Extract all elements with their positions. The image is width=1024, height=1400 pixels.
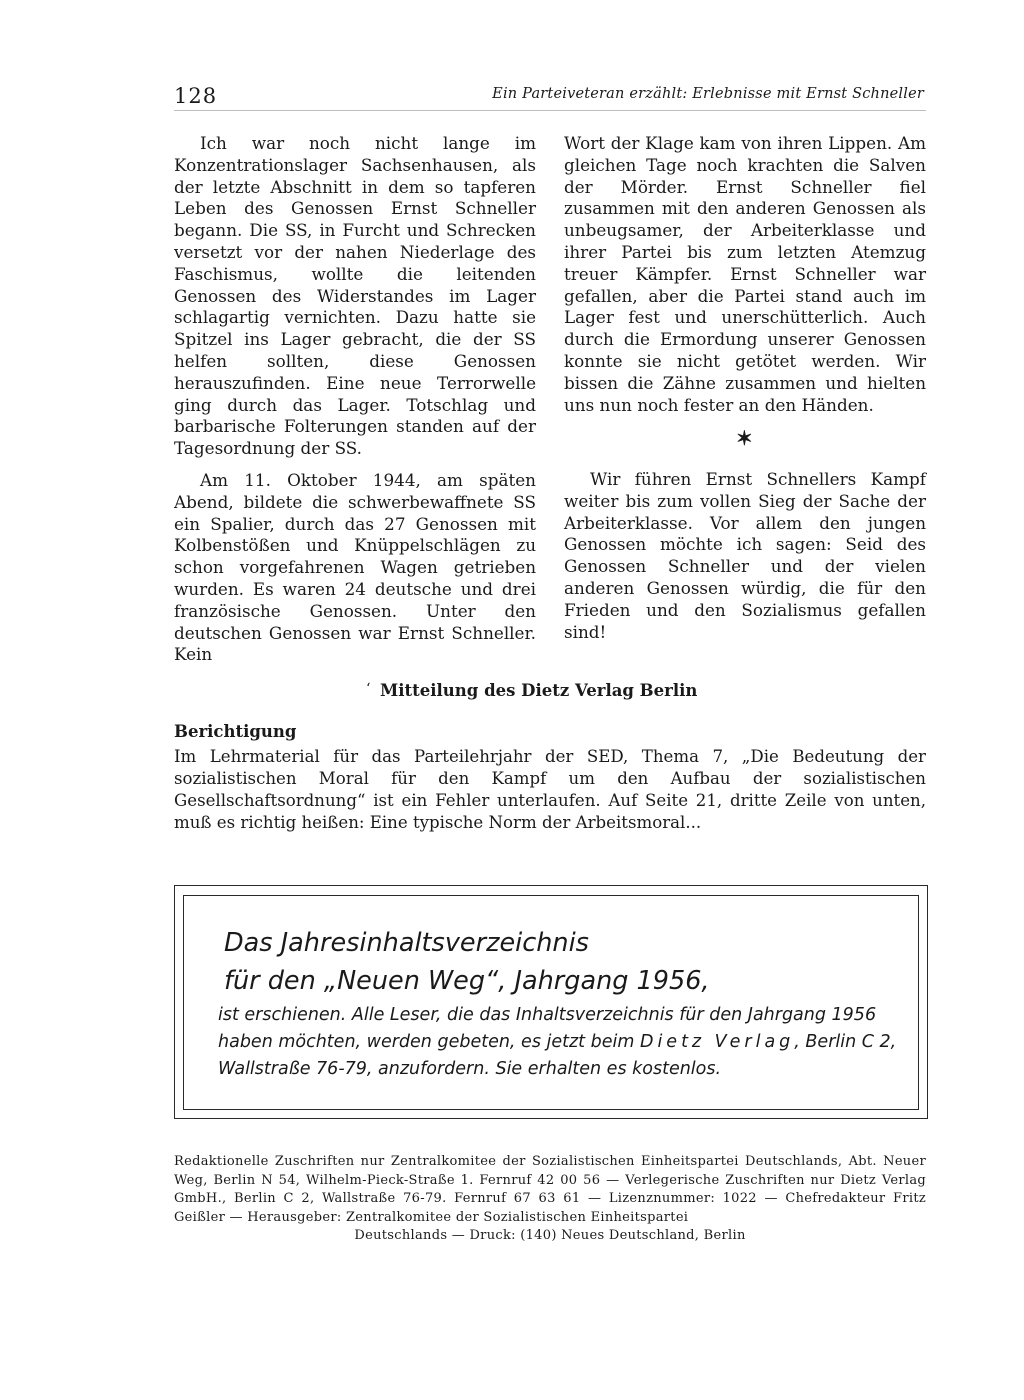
announcement-title-line: Das Jahresinhaltsverzeichnis	[224, 928, 589, 958]
announcement-title	[224, 924, 710, 1000]
announcement-box-inner	[183, 895, 919, 1110]
article-closing-column	[564, 469, 926, 643]
article-paragraph: Am 11. Oktober 1944, am späten Abend, bildete die schwerbewaffnete SS ein Spalier, durch das 27 Genossen mit Kolbenstößen und Knüppelschlägen zu schon vorgefahrenen Wagen getrieben wurden. Es waren 24 deutsche und drei französische Genossen. Unter den deutschen Genossen war Ernst Schneller. Kein	[174, 469, 536, 665]
imprint-text: Redaktionelle Zuschriften nur Zentralkomitee der Sozialistischen Einheitspartei Deutschlands, Abt. Neuer Weg, Berlin N 54, Wilhelm-Pieck-Straße 1. Fernruf 42 00 56 — Verlegerische Zuschriften nur Dietz Verlag GmbH., Berlin C 2, Wallstraße 76-79. Fernruf 67 63 61 — Lizenznummer: 1022 — Chefredakteur Fritz Geißler — Herausgeber: Zentralkomitee der Sozialistischen Einheitspartei	[174, 1154, 926, 1225]
article-paragraph-continuation: Wort der Klage kam von ihren Lippen. Am gleichen Tage noch krachten die Salven der Mörder. Ernst Schneller fiel zusammen mit den anderen Genossen als unbeugsamer, der Arbeiterklasse und ihrer Partei bis zum letzten Atemzug treuer Kämpfer. Ernst Schneller war gefallen, aber die Partei stand auch im Lager fest und unerschütterlich. Auch durch die Ermordung unserer Genossen konnte sie nicht getötet werden. Wir bissen die Zähne zusammen und hielten uns nun noch fester an den Händen.	[564, 133, 926, 415]
section-separator-star-icon: ✶	[736, 426, 753, 450]
article-paragraph: Ich war noch nicht lange im Konzentrationslager Sachsenhausen, als der letzte Abschnitt in dem so tapferen Leben des Genossen Ernst Schneller begann. Die SS, in Furcht und Schrecken versetzt vor der nahen Niederlage des Faschismus, wollte die leitenden Genossen des Widerstandes im Lager schlagartig vernichten. Dazu hatte sie Spitzel ins Lager gebracht, die der SS helfen sollten, diese Genossen herauszufinden. Eine neue Terrorwelle ging durch das Lager. Totschlag und barbarische Folterungen standen auf der Tagesordnung der SS.	[174, 133, 536, 459]
announcement-text-before: ist erschienen. Alle Leser, die das Inhaltsverzeichnis für den Jahrgang 1956 haben möchten, werden gebeten, es jetzt beim	[218, 1005, 877, 1052]
article-right-column	[564, 133, 926, 416]
notice-mark: ‘	[366, 681, 371, 697]
imprint-last-line: Deutschlands — Druck: (140) Neues Deutschland, Berlin	[354, 1228, 746, 1243]
header-rule	[174, 110, 926, 111]
page-number: 128	[174, 84, 218, 108]
notice-body: Im Lehrmaterial für das Parteilehrjahr der SED, Thema 7, „Die Bedeutung der sozialistischen Moral für den Kampf um den Aufbau der sozialistischen Gesellschaftsordnung“ ist ein Fehler unterlaufen. Auf Seite 21, dritte Zeile von unten, muß es richtig heißen: Eine typische Norm der Arbeitsmoral...	[174, 747, 926, 832]
announcement-publisher: Dietz Verlag	[639, 1032, 795, 1052]
imprint	[174, 1153, 926, 1246]
notice-heading: Berichtigung	[174, 722, 297, 741]
notice-title: Mitteilung des Dietz Verlag Berlin	[380, 681, 698, 700]
running-head: Ein Parteiveteran erzählt: Erlebnisse mit Ernst Schneller	[492, 86, 924, 102]
announcement-text	[218, 1002, 908, 1083]
announcement-text-after: , Berlin C 2, Wallstraße 76-79, anzufordern. Sie erhalten es kostenlos.	[218, 1032, 897, 1079]
announcement-box	[174, 885, 928, 1119]
article-left-column	[174, 133, 536, 666]
announcement-title-line: für den „Neuen Weg“, Jahrgang 1956,	[224, 966, 710, 996]
article-closing-paragraph: Wir führen Ernst Schnellers Kampf weiter bis zum vollen Sieg der Sache der Arbeiterklasse. Vor allem den jungen Genossen möchte ich sagen: Seid des Genossen Schneller und der vielen anderen Genossen würdig, die für den Frieden und den Sozialismus gefallen sind!	[564, 469, 926, 642]
